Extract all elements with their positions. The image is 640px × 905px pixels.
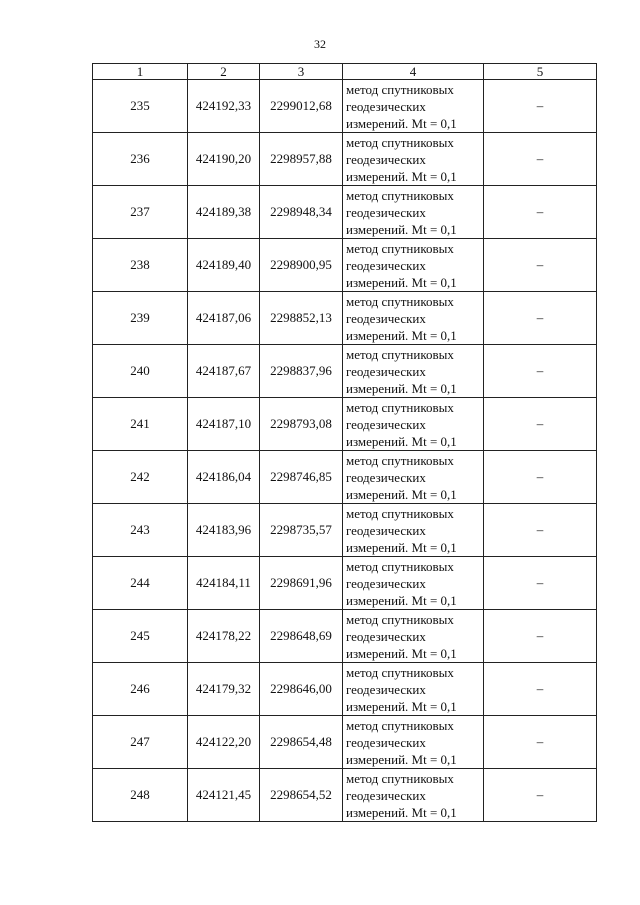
table-row bbox=[93, 186, 597, 239]
method-line: измерений. Mt = 0,1 bbox=[346, 115, 457, 131]
method-cell bbox=[343, 292, 484, 345]
x-coordinate-cell: 424122,20 bbox=[188, 716, 260, 769]
method-cell bbox=[343, 557, 484, 610]
method-line: измерений. Mt = 0,1 bbox=[346, 751, 457, 767]
point-number-cell: 235 bbox=[93, 80, 188, 133]
method-cell bbox=[343, 769, 484, 822]
note-cell: – bbox=[484, 133, 597, 186]
method-line: геодезических bbox=[346, 681, 426, 697]
point-number-cell: 236 bbox=[93, 133, 188, 186]
method-line: метод спутниковых bbox=[346, 81, 454, 97]
method-cell bbox=[343, 398, 484, 451]
column-header-1: 1 bbox=[93, 64, 188, 80]
method-line: измерений. Mt = 0,1 bbox=[346, 645, 457, 661]
method-line: метод спутниковых bbox=[346, 346, 454, 362]
table-row bbox=[93, 292, 597, 345]
method-cell bbox=[343, 239, 484, 292]
x-coordinate-cell: 424187,67 bbox=[188, 345, 260, 398]
y-coordinate-cell: 2298654,52 bbox=[260, 769, 343, 822]
method-line: метод спутниковых bbox=[346, 664, 454, 680]
method-line: метод спутниковых bbox=[346, 399, 454, 415]
point-number-cell: 245 bbox=[93, 610, 188, 663]
method-line: метод спутниковых bbox=[346, 293, 454, 309]
method-line: метод спутниковых bbox=[346, 240, 454, 256]
point-number-cell: 238 bbox=[93, 239, 188, 292]
x-coordinate-cell: 424184,11 bbox=[188, 557, 260, 610]
method-line: измерений. Mt = 0,1 bbox=[346, 698, 457, 714]
method-line: геодезических bbox=[346, 98, 426, 114]
note-cell: – bbox=[484, 557, 597, 610]
method-cell bbox=[343, 133, 484, 186]
table-body bbox=[93, 80, 597, 822]
method-line: измерений. Mt = 0,1 bbox=[346, 433, 457, 449]
x-coordinate-cell: 424187,06 bbox=[188, 292, 260, 345]
x-coordinate-cell: 424186,04 bbox=[188, 451, 260, 504]
y-coordinate-cell: 2298948,34 bbox=[260, 186, 343, 239]
table-row bbox=[93, 398, 597, 451]
point-number-cell: 243 bbox=[93, 504, 188, 557]
y-coordinate-cell: 2298746,85 bbox=[260, 451, 343, 504]
method-line: метод спутниковых bbox=[346, 505, 454, 521]
note-cell: – bbox=[484, 186, 597, 239]
y-coordinate-cell: 2298852,13 bbox=[260, 292, 343, 345]
x-coordinate-cell: 424189,40 bbox=[188, 239, 260, 292]
y-coordinate-cell: 2298957,88 bbox=[260, 133, 343, 186]
method-line: геодезических bbox=[346, 575, 426, 591]
note-cell: – bbox=[484, 504, 597, 557]
method-cell bbox=[343, 610, 484, 663]
point-number-cell: 242 bbox=[93, 451, 188, 504]
table-row bbox=[93, 769, 597, 822]
method-cell bbox=[343, 186, 484, 239]
point-number-cell: 237 bbox=[93, 186, 188, 239]
method-cell bbox=[343, 345, 484, 398]
point-number-cell: 246 bbox=[93, 663, 188, 716]
point-number-cell: 241 bbox=[93, 398, 188, 451]
table-row bbox=[93, 663, 597, 716]
x-coordinate-cell: 424179,32 bbox=[188, 663, 260, 716]
table-row bbox=[93, 239, 597, 292]
note-cell: – bbox=[484, 451, 597, 504]
table-header bbox=[93, 64, 597, 80]
method-cell bbox=[343, 504, 484, 557]
method-line: геодезических bbox=[346, 363, 426, 379]
table-row bbox=[93, 133, 597, 186]
y-coordinate-cell: 2299012,68 bbox=[260, 80, 343, 133]
method-line: метод спутниковых bbox=[346, 717, 454, 733]
method-cell bbox=[343, 716, 484, 769]
method-line: измерений. Mt = 0,1 bbox=[346, 380, 457, 396]
y-coordinate-cell: 2298793,08 bbox=[260, 398, 343, 451]
table-row bbox=[93, 80, 597, 133]
method-cell bbox=[343, 80, 484, 133]
header-row bbox=[93, 64, 597, 80]
note-cell: – bbox=[484, 80, 597, 133]
x-coordinate-cell: 424189,38 bbox=[188, 186, 260, 239]
y-coordinate-cell: 2298735,57 bbox=[260, 504, 343, 557]
x-coordinate-cell: 424178,22 bbox=[188, 610, 260, 663]
method-line: геодезических bbox=[346, 734, 426, 750]
point-number-cell: 239 bbox=[93, 292, 188, 345]
y-coordinate-cell: 2298646,00 bbox=[260, 663, 343, 716]
method-line: геодезических bbox=[346, 204, 426, 220]
note-cell: – bbox=[484, 663, 597, 716]
column-header-2: 2 bbox=[188, 64, 260, 80]
y-coordinate-cell: 2298900,95 bbox=[260, 239, 343, 292]
y-coordinate-cell: 2298654,48 bbox=[260, 716, 343, 769]
coordinates-table bbox=[92, 63, 597, 822]
note-cell: – bbox=[484, 292, 597, 345]
x-coordinate-cell: 424190,20 bbox=[188, 133, 260, 186]
point-number-cell: 248 bbox=[93, 769, 188, 822]
method-line: измерений. Mt = 0,1 bbox=[346, 804, 457, 820]
method-line: геодезических bbox=[346, 310, 426, 326]
table-row bbox=[93, 451, 597, 504]
table-row bbox=[93, 345, 597, 398]
method-line: измерений. Mt = 0,1 bbox=[346, 221, 457, 237]
method-line: измерений. Mt = 0,1 bbox=[346, 486, 457, 502]
table-row bbox=[93, 557, 597, 610]
point-number-cell: 247 bbox=[93, 716, 188, 769]
x-coordinate-cell: 424183,96 bbox=[188, 504, 260, 557]
method-line: измерений. Mt = 0,1 bbox=[346, 274, 457, 290]
method-line: метод спутниковых bbox=[346, 558, 454, 574]
method-line: геодезических bbox=[346, 628, 426, 644]
x-coordinate-cell: 424121,45 bbox=[188, 769, 260, 822]
method-line: геодезических bbox=[346, 522, 426, 538]
page-number: 32 bbox=[314, 37, 326, 51]
method-line: метод спутниковых bbox=[346, 611, 454, 627]
note-cell: – bbox=[484, 345, 597, 398]
point-number-cell: 244 bbox=[93, 557, 188, 610]
note-cell: – bbox=[484, 610, 597, 663]
method-line: метод спутниковых bbox=[346, 452, 454, 468]
method-line: геодезических bbox=[346, 469, 426, 485]
table-row bbox=[93, 716, 597, 769]
method-line: геодезических bbox=[346, 416, 426, 432]
table-row bbox=[93, 504, 597, 557]
method-line: геодезических bbox=[346, 257, 426, 273]
column-header-3: 3 bbox=[260, 64, 343, 80]
table-row bbox=[93, 610, 597, 663]
method-line: метод спутниковых bbox=[346, 770, 454, 786]
method-line: измерений. Mt = 0,1 bbox=[346, 327, 457, 343]
note-cell: – bbox=[484, 239, 597, 292]
method-line: измерений. Mt = 0,1 bbox=[346, 539, 457, 555]
method-line: измерений. Mt = 0,1 bbox=[346, 592, 457, 608]
x-coordinate-cell: 424192,33 bbox=[188, 80, 260, 133]
method-line: геодезических bbox=[346, 787, 426, 803]
note-cell: – bbox=[484, 716, 597, 769]
note-cell: – bbox=[484, 769, 597, 822]
column-header-5: 5 bbox=[484, 64, 597, 80]
column-header-4: 4 bbox=[343, 64, 484, 80]
method-line: измерений. Mt = 0,1 bbox=[346, 168, 457, 184]
point-number-cell: 240 bbox=[93, 345, 188, 398]
y-coordinate-cell: 2298691,96 bbox=[260, 557, 343, 610]
method-line: метод спутниковых bbox=[346, 187, 454, 203]
note-cell: – bbox=[484, 398, 597, 451]
method-cell bbox=[343, 451, 484, 504]
method-cell bbox=[343, 663, 484, 716]
y-coordinate-cell: 2298648,69 bbox=[260, 610, 343, 663]
method-line: метод спутниковых bbox=[346, 134, 454, 150]
x-coordinate-cell: 424187,10 bbox=[188, 398, 260, 451]
y-coordinate-cell: 2298837,96 bbox=[260, 345, 343, 398]
method-line: геодезических bbox=[346, 151, 426, 167]
